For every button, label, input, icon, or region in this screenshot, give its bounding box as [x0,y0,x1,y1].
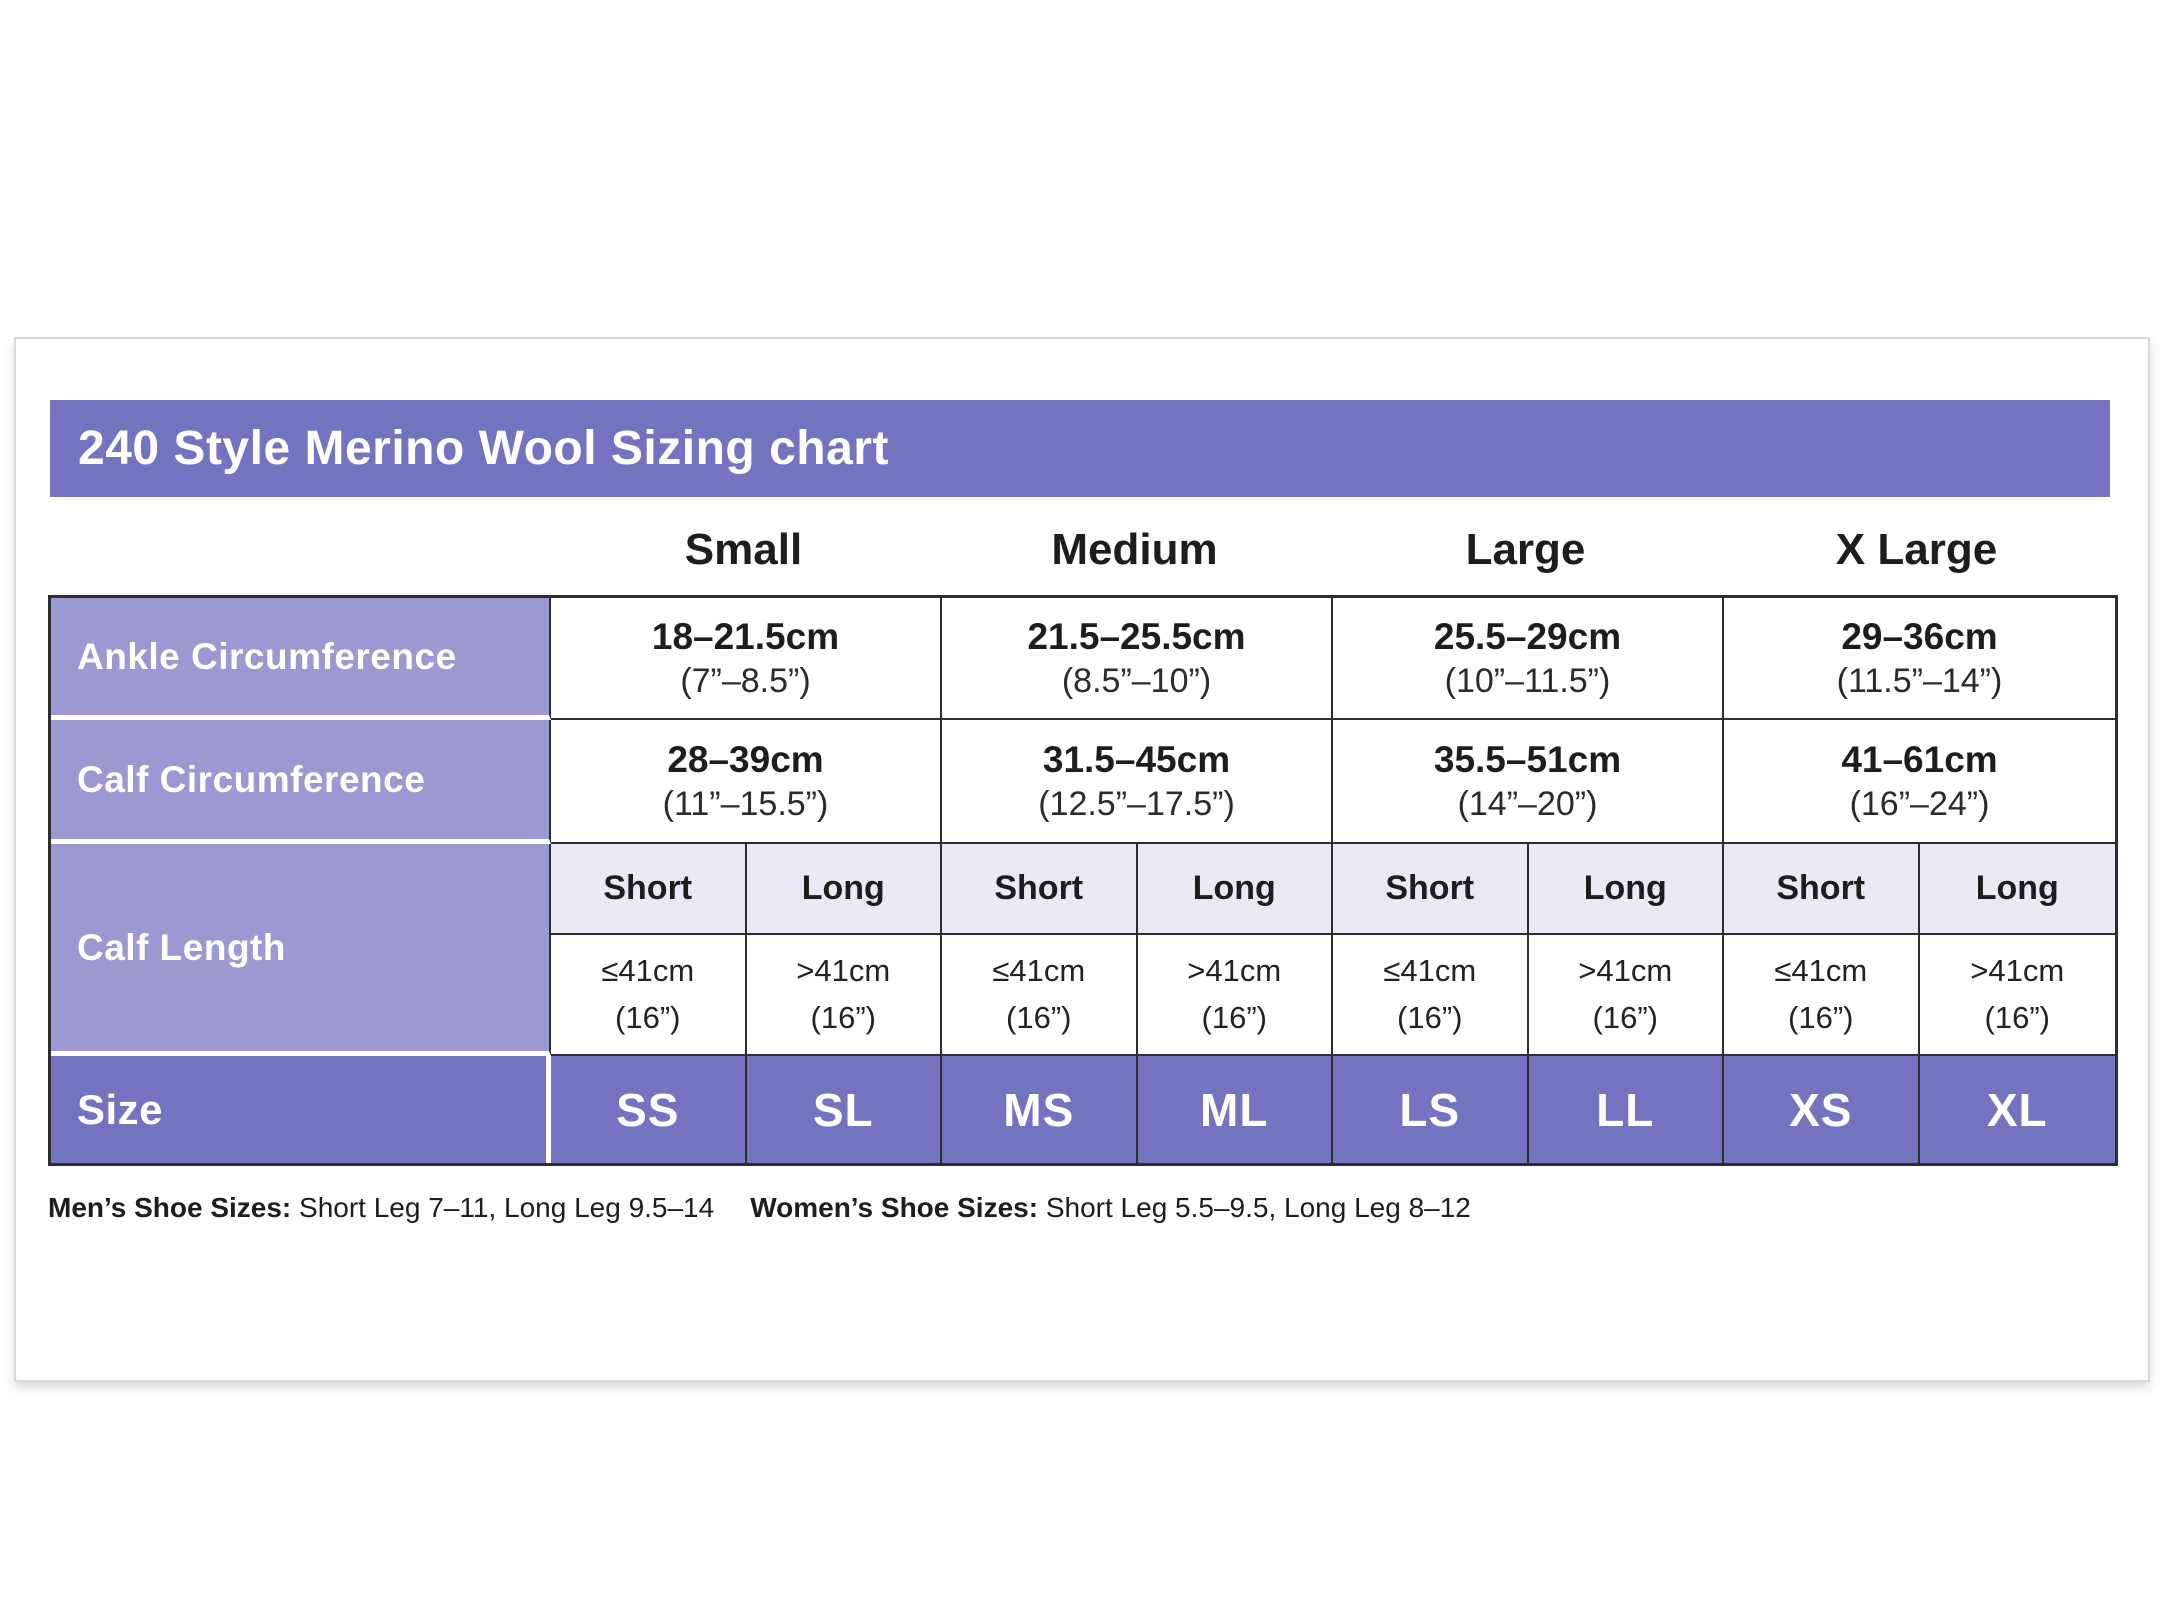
calf-medium-cm: 31.5–45cm [1042,738,1231,780]
length-medium-long-cell [1138,935,1334,1056]
subheader-xlarge-short: Short [1724,844,1920,935]
mens-shoe-sizes-label: Men’s Shoe Sizes: [48,1192,292,1223]
row-header-calf-length: Calf Length [51,844,551,1056]
length-large-short-cell [1333,935,1529,1056]
womens-shoe-sizes-value: Short Leg 5.5–9.5, Long Leg 8–12 [1038,1192,1471,1223]
calf-xlarge-inches: (16”–24”) [1849,784,1990,823]
calf-xlarge-cell [1724,720,2115,844]
ankle-medium-cell [942,598,1333,720]
calf-xlarge-cm: 41–61cm [1841,738,1998,780]
calf-small-inches: (11”–15.5”) [662,784,829,823]
column-header-large: Large [1465,525,1586,574]
ankle-small-cell [551,598,942,720]
size-ml: ML [1138,1056,1334,1163]
length-large-short-cm: ≤41cm [1383,953,1477,988]
length-medium-short-cm: ≤41cm [992,953,1086,988]
length-small-long-cm: >41cm [796,953,891,988]
size-ls: LS [1333,1056,1529,1163]
column-header-medium: Medium [1051,525,1218,574]
ankle-xlarge-cm: 29–36cm [1841,615,1998,657]
length-small-short-inches: (16”) [615,999,681,1035]
subheader-small-short: Short [551,844,747,935]
ankle-small-inches: (7”–8.5”) [680,661,811,700]
mens-shoe-sizes-value: Short Leg 7–11, Long Leg 9.5–14 [291,1192,715,1223]
size-xs: XS [1724,1056,1920,1163]
subheader-small-long: Long [747,844,943,935]
subheader-xlarge-long: Long [1920,844,2116,935]
ankle-medium-cm: 21.5–25.5cm [1027,615,1246,657]
subheader-medium-short: Short [942,844,1138,935]
calf-small-cm: 28–39cm [667,738,824,780]
column-header-small: Small [684,525,803,574]
subheader-medium-long: Long [1138,844,1334,935]
length-small-long-cell [747,935,943,1056]
length-large-long-inches: (16”) [1592,999,1658,1035]
ankle-small-cm: 18–21.5cm [651,615,840,657]
length-xlarge-long-cm: >41cm [1970,953,2065,988]
ankle-medium-inches: (8.5”–10”) [1061,661,1212,700]
row-header-calf-circumference: Calf Circumference [51,720,551,844]
calf-large-cm: 35.5–51cm [1433,738,1622,780]
ankle-large-cm: 25.5–29cm [1433,615,1622,657]
sizing-table [48,595,2118,1166]
calf-small-cell [551,720,942,844]
row-header-size: Size [51,1056,551,1163]
ankle-xlarge-inches: (11.5”–14”) [1836,661,2003,700]
length-large-long-cm: >41cm [1578,953,1673,988]
calf-large-inches: (14”–20”) [1457,784,1598,823]
length-xlarge-short-inches: (16”) [1788,999,1854,1035]
calf-medium-cell [942,720,1333,844]
chart-title: 240 Style Merino Wool Sizing chart [78,422,889,475]
calf-large-cell [1333,720,1724,844]
size-ms: MS [942,1056,1138,1163]
length-medium-long-inches: (16”) [1201,999,1267,1035]
ankle-large-cell [1333,598,1724,720]
size-ss: SS [551,1056,747,1163]
length-xlarge-long-inches: (16”) [1984,999,2050,1035]
size-sl: SL [747,1056,943,1163]
subheader-large-long: Long [1529,844,1725,935]
column-header-xlarge: X Large [1835,525,1998,574]
calf-medium-inches: (12.5”–17.5”) [1038,784,1235,823]
length-xlarge-long-cell [1920,935,2116,1056]
shoe-sizes-footnote [48,1188,2112,1228]
ankle-large-inches: (10”–11.5”) [1444,661,1611,700]
length-large-long-cell [1529,935,1725,1056]
length-small-long-inches: (16”) [810,999,876,1035]
length-small-short-cm: ≤41cm [601,953,695,988]
length-xlarge-short-cell [1724,935,1920,1056]
chart-title-bar [50,400,2110,497]
length-small-short-cell [551,935,747,1056]
row-header-ankle-circumference: Ankle Circumference [51,598,551,720]
length-large-short-inches: (16”) [1397,999,1463,1035]
ankle-xlarge-cell [1724,598,2115,720]
length-medium-short-inches: (16”) [1006,999,1072,1035]
column-headers-row [548,505,2112,595]
subheader-large-short: Short [1333,844,1529,935]
size-xl: XL [1920,1056,2116,1163]
size-ll: LL [1529,1056,1725,1163]
length-medium-long-cm: >41cm [1187,953,1282,988]
womens-shoe-sizes-label: Women’s Shoe Sizes: [750,1192,1039,1223]
length-xlarge-short-cm: ≤41cm [1774,953,1868,988]
length-medium-short-cell [942,935,1138,1056]
